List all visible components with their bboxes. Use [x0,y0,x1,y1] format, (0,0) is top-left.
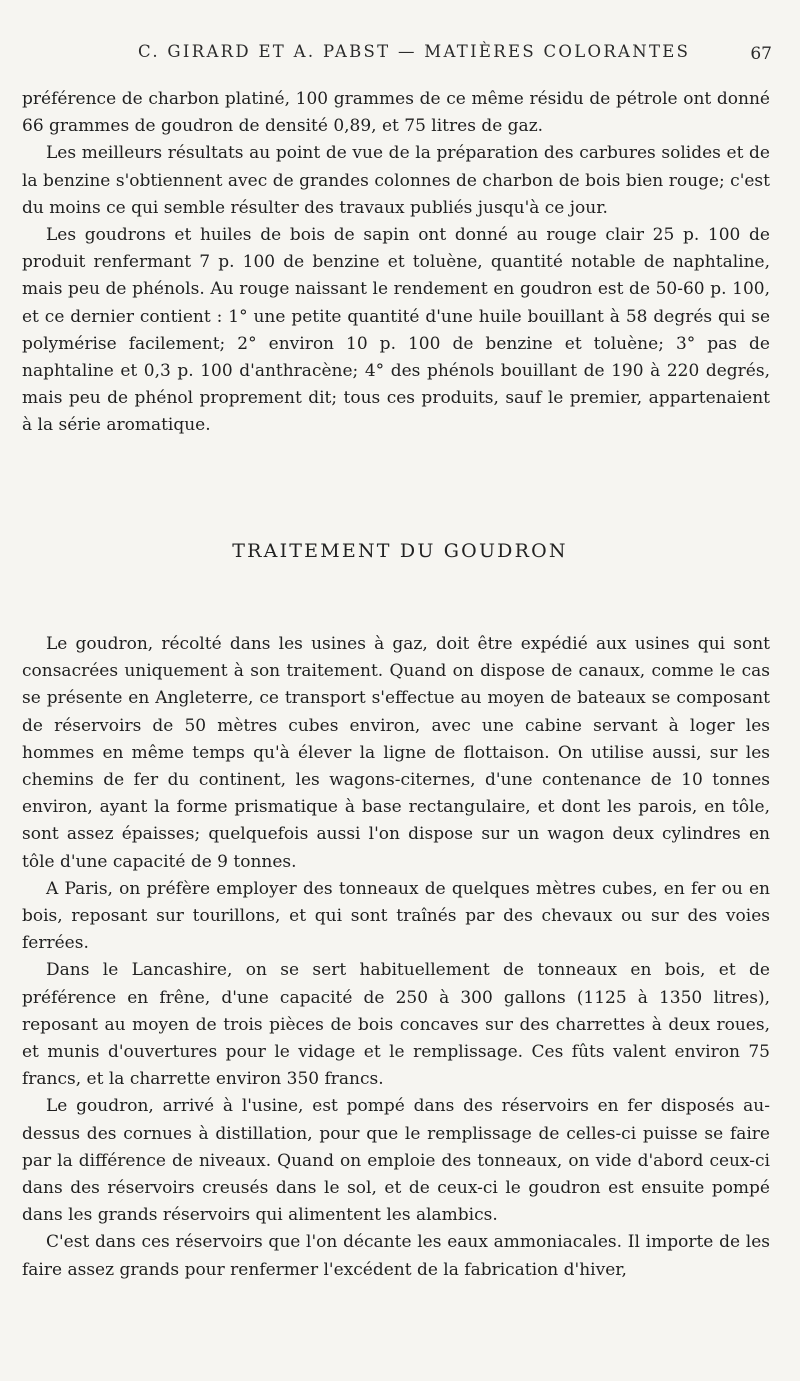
paragraph: Le goudron, arrivé à l'usine, est pompé dans des réservoirs en fer disposés au-dessus des cornues à distillation, pour que le remplissage de celles-ci puisse se faire par la différence de niveaux. Quand on emploie des tonneaux, on vide d'abord ceux-ci dans des réservoirs creusés dans le sol, et de ceux-ci le goudron est ensuite pompé dans les grands réservoirs qui alimentent les alambics. [22,1096,770,1226]
paragraph: Les goudrons et huiles de bois de sapin ont donné au rouge clair 25 p. 100 de produit renfermant 7 p. 100 de benzine et toluène, quantité notable de naphtaline, mais peu de phénols. Au rouge naissant le rendement en goudron est de 50-60 p. 100, et ce dernier contient : 1° une petite quantité d'une huile bouillant à 58 degrés qui se polymérise facilement; 2° environ 10 p. 100 de benzine et toluène; 3° pas de naphtaline et 0,3 p. 100 d'anthracène; 4° des phénols bouillant de 190 à 220 degrés, mais peu de phénol proprement dit; tous ces produits, sauf le premier, appartenaient à la série aromatique. [22,225,770,436]
paragraph: Le goudron, récolté dans les usines à gaz, doit être expédié aux usines qui sont consacrées uniquement à son traitement. Quand on dispose de canaux, comme le cas se présente en Angleterre, ce transport s'effectue au moyen de bateaux se composant de réservoirs de 50 mètres cubes environ, avec une cabine servant à loger les hommes en même temps qu'à élever la ligne de flottaison. On utilise aussi, sur les chemins de fer du continent, les wagons-citernes, d'une contenance de 10 tonnes environ, ayant la forme prismatique à base rectangulaire, et dont les parois, en tôle, sont assez épaisses; quelquefois aussi l'on dispose sur un wagon deux cylindres en tôle d'une capacité de 9 tonnes. [22,634,770,872]
section-heading: TRAITEMENT DU GOUDRON [232,540,568,562]
running-head [28,42,772,72]
running-title: C. GIRARD ET A. PABST — MATIÈRES COLORANTES [138,42,691,61]
text-block-bottom [22,631,770,1284]
paragraph: A Paris, on préfère employer des tonneaux de quelques mètres cubes, en fer ou en bois, reposant sur tourillons, et qui sont traînés par des chevaux ou sur des voies ferrées. [22,878,770,954]
paragraph-continuation: préférence de charbon platiné, 100 grammes de ce même résidu de pétrole ont donné 66 grammes de goudron de densité 0,89, et 75 litres de gaz. [22,89,770,137]
paragraph: Les meilleurs résultats au point de vue de la préparation des carbures solides et de la benzine s'obtiennent avec de grandes colonnes de charbon de bois bien rouge; c'est du moins ce qui semble résulter des travaux publiés jusqu'à ce jour. [22,143,770,218]
page-number: 67 [750,44,772,64]
paragraph: Dans le Lancashire, on se sert habituellement de tonneaux en bois, et de préférence en frêne, d'une capacité de 250 à 300 gallons (1125 à 1350 litres), reposant au moyen de trois pièces de bois concaves sur des charrettes à deux roues, et munis d'ouvertures pour le vidage et le remplissage. Ces fûts valent environ 75 francs, et la charrette environ 350 francs. [22,960,770,1090]
paragraph: C'est dans ces réservoirs que l'on décante les eaux ammoniacales. Il importe de les faire assez grands pour renfermer l'excédent de la fabrication d'hiver, [22,1232,770,1280]
text-block-top [22,86,770,440]
